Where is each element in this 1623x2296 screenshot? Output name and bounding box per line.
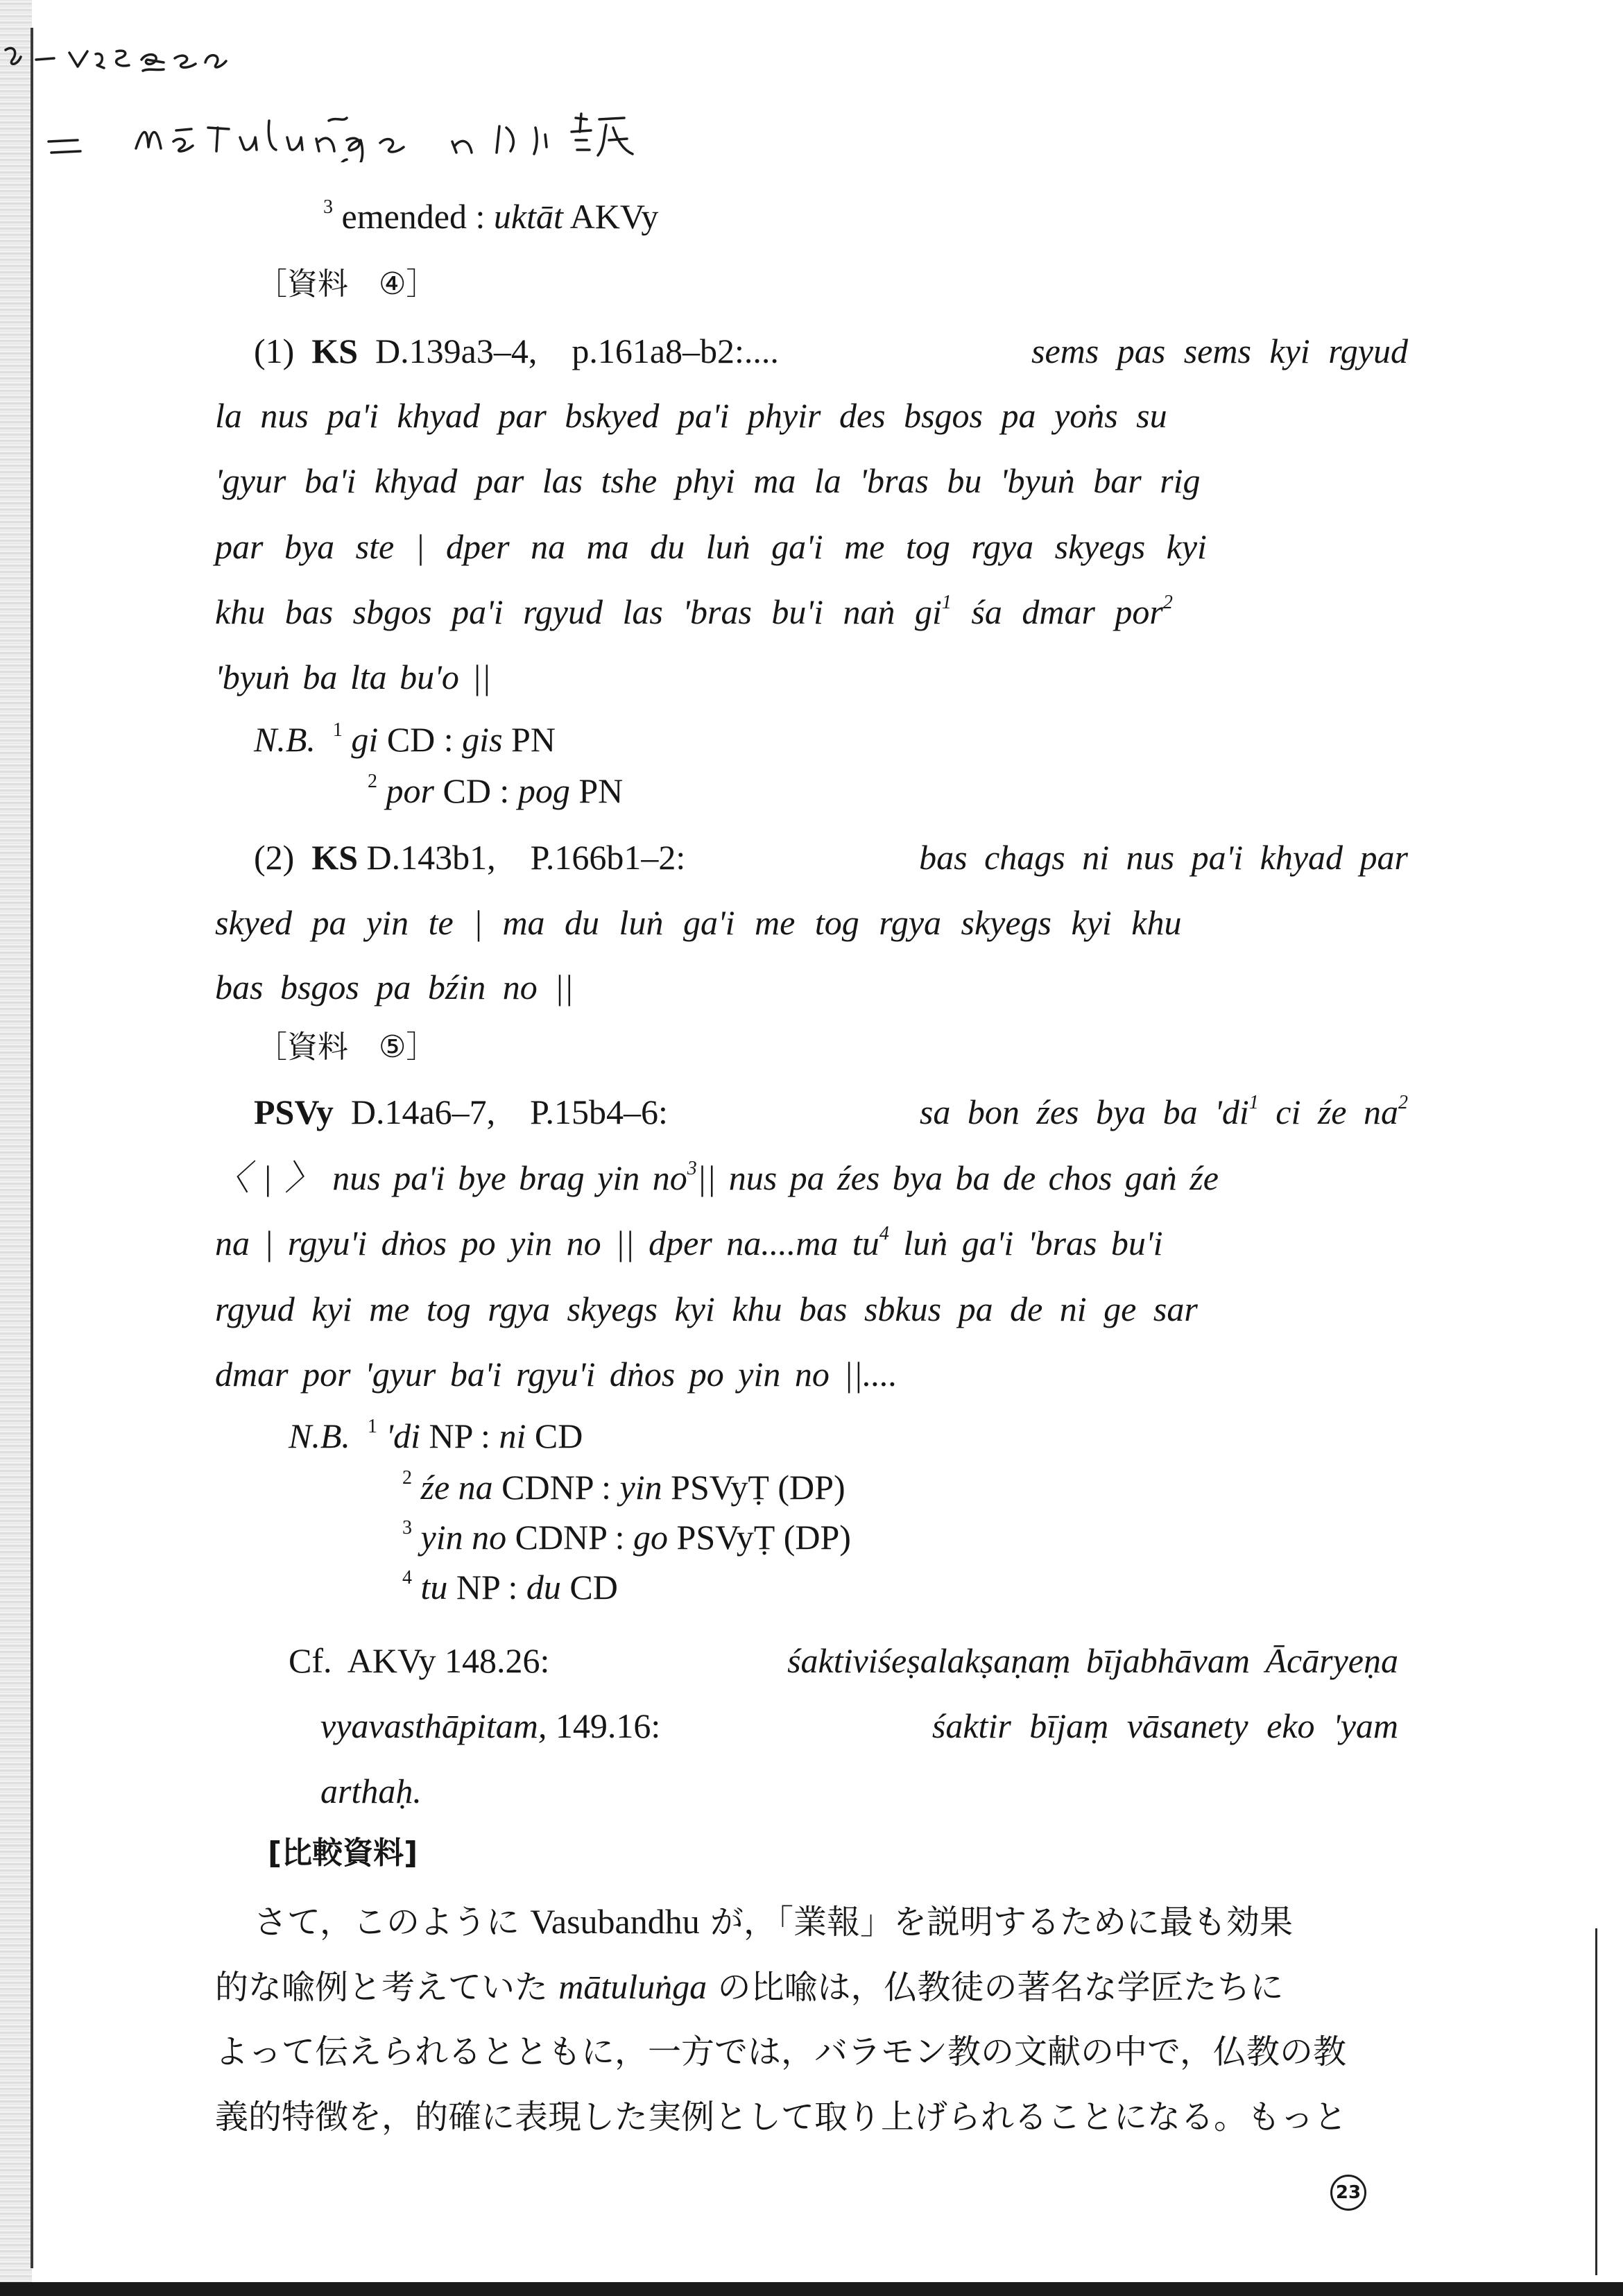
scan-binding-line [31,28,33,2268]
section5-line-2: 〈 | 〉 nus pa'i bye brag yin $no^3||$ nus pa źes bya ba de chos gaṅ źe [215,1158,1219,1197]
section5-nb-2: $^2$ źe na CDNP : yin PSVyṬ (DP) [402,1467,845,1507]
section-heading-5: ［資料 ⑤］ [257,1029,437,1065]
cf-line-3: arthaḥ. [320,1772,422,1810]
section5-line-5: dmar por 'gyur ba'i rgyu'i dṅos po yin no ||.... [215,1355,898,1394]
section5-nb-3: $^3$ yin no CDNP : go PSVyṬ (DP) [402,1517,851,1557]
section5-first-line: PSVy D.14a6–7, P.15b4–6: sa bon źes bya ba '$di^1$ ci źe $na^2$ [254,1092,1408,1131]
page-number: 23 [1330,2175,1366,2211]
comparison-para-line-1: さて，このように Vasubandhu が，「業報」を説明するために最も効果 [254,1902,1294,1942]
item2-first-line: (2) KS D.143b1, P.166b1–2: bas chags ni nus pa'i khyad par [254,838,1408,877]
section5-line-3: na | rgyu'i dṅos po yin no || dper na....ma $tu^4$ luṅ ga'i 'bras bu'i [215,1223,1163,1262]
scan-binding-shadow [0,0,32,2296]
comparison-heading: [比較資料] [268,1835,418,1871]
item2-line-3: bas bsgos pa bźin no || [215,968,574,1006]
scan-edge-line [1595,1928,1597,2275]
item1-first-line: (1) KS D.139a3–4, p.161a8–b2:.... sems pas sems kyi rgyud [254,332,1408,370]
handwritten-annotation [0,24,763,162]
item1-line-3: 'gyur ba'i khyad par las tshe phyi ma la 'bras bu 'byuṅ bar rig [215,461,1201,500]
footnote-emended: $^3$ emended : uktāt AKVy [323,196,659,236]
item1-line-4: par bya ste | dper na ma du luṅ ga'i me tog rgya skyegs kyi [215,527,1207,566]
section5-nb-4: $^4$ tu NP : du CD [402,1567,618,1607]
item1-line-2: la nus pa'i khyad par bskyed pa'i phyir des bsgos pa yoṅs su [215,396,1167,435]
item1-line-5: khu bas sbgos pa'i rgyud las 'bras bu'i naṅ $gi^1$ śa dmar por$^2$ [215,592,1173,631]
item2-line-2: skyed pa yin te | ma du luṅ ga'i me tog rgya skyegs kyi khu [215,903,1182,942]
section-heading-4: ［資料 ④］ [257,266,437,302]
comparison-para-line-3: よって伝えられるとともに，一方では，バラモン教の文献の中で，仏教の教 [215,2032,1347,2071]
item1-nb-2: $^2$ por CD : pog PN [368,771,624,810]
section5-nb-1: N.B. $^1$ 'di NP : ni CD [289,1416,583,1455]
cf-line-1: Cf. AKVy 148.26: śaktiviśeṣalakṣaṇaṃ bījabhāvam Ācāryeṇa [289,1641,1398,1680]
scan-bottom-border [0,2282,1623,2296]
cf-line-2: vyavasthāpitam, 149.16: śaktir bījaṃ vāsanety eko 'yam [320,1706,1398,1745]
item1-nb-1: N.B. $^1$ gi CD : gis PN [254,719,556,759]
item1-line-6: 'byuṅ ba lta bu'o || [215,658,491,696]
comparison-para-line-2: 的な喩例と考えていた mātuluṅga の比喩は，仏教徒の著名な学匠たちに [215,1967,1284,2007]
comparison-para-line-4: 義的特徴を，的確に表現した実例として取り上げられることになる。もっと [215,2098,1348,2136]
section5-line-4: rgyud kyi me tog rgya skyegs kyi khu bas sbkus pa de ni ge sar [215,1290,1198,1328]
